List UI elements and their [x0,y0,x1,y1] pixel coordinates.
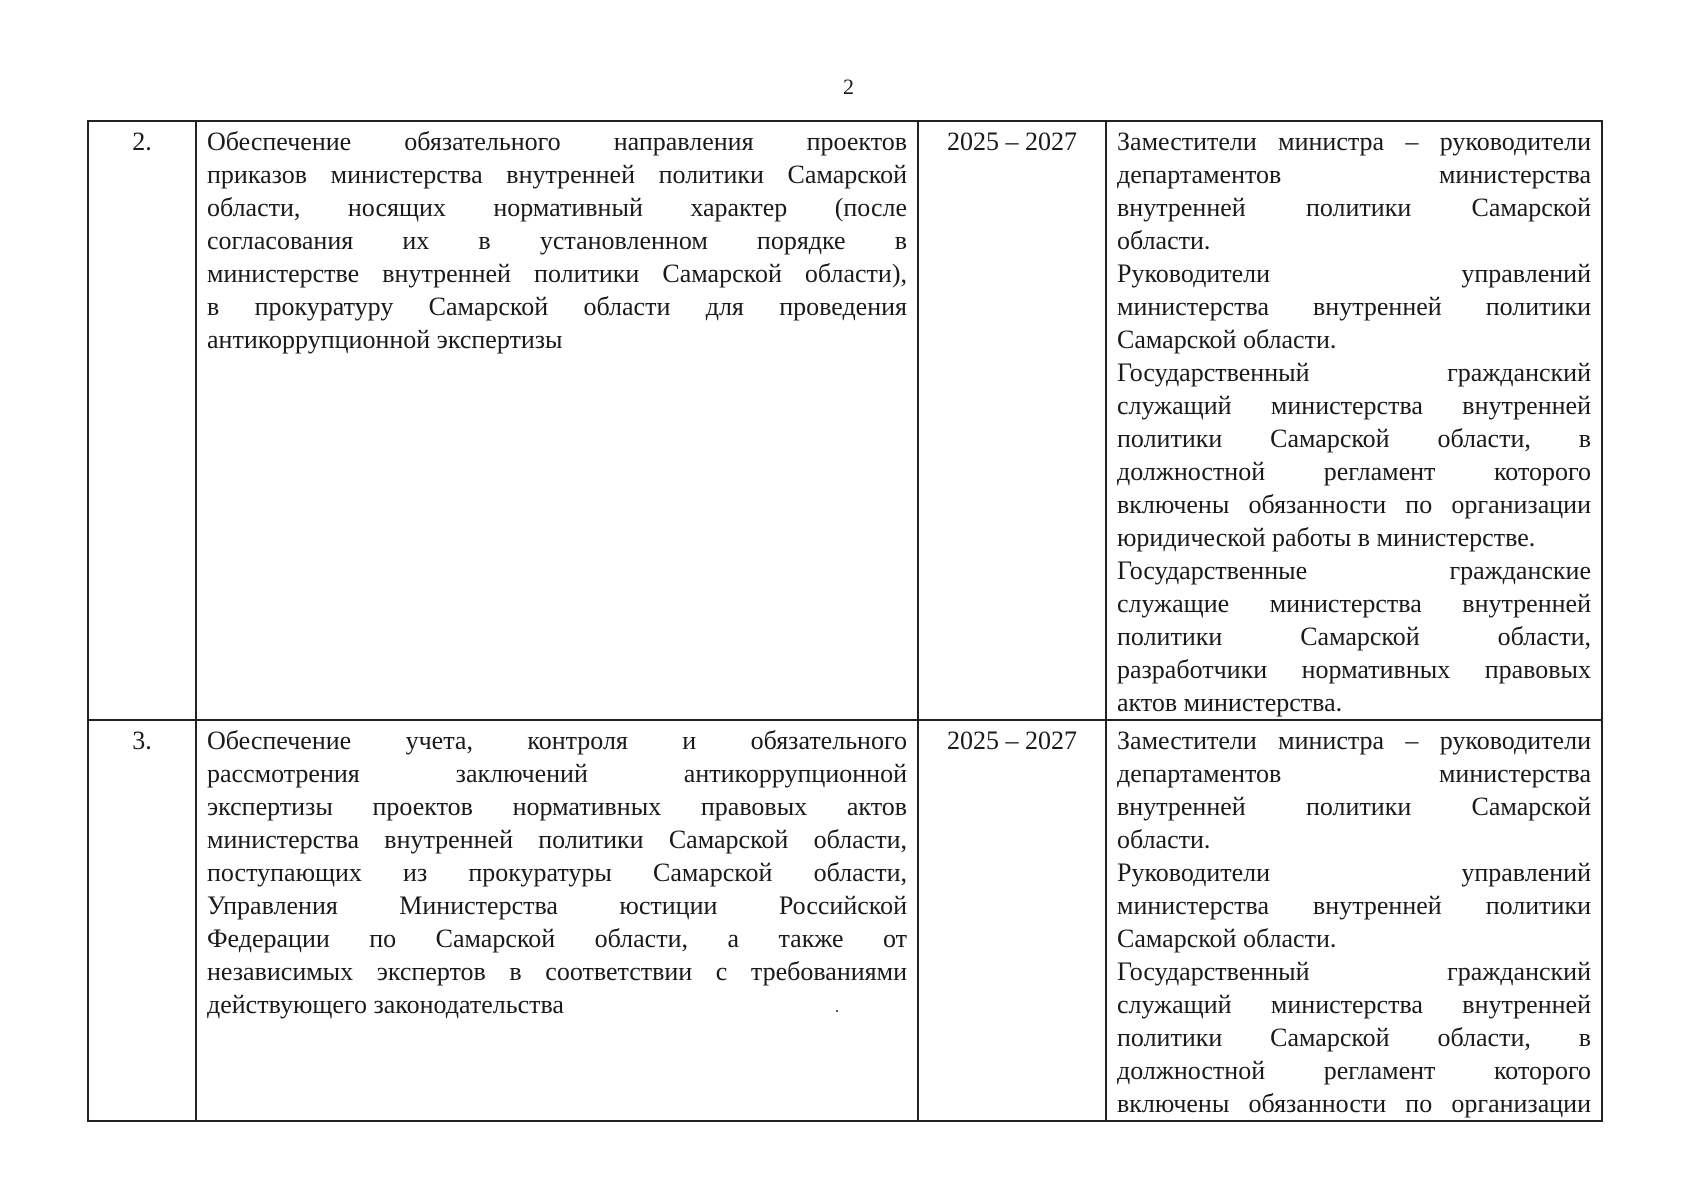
measure-description [196,121,918,720]
responsible-line: Заместители министра – руководители [1117,726,1591,755]
responsible-line: разработчики нормативных правовых [1117,655,1591,684]
responsible-line: внутренней политики Самарской [1117,193,1591,222]
description-line: поступающих из прокуратуры Самарской области, [207,858,907,887]
responsible-line: включены обязанности по организации [1117,490,1591,519]
description-line: независимых экспертов в соответствии с требованиями [207,957,907,986]
responsible-line: министерства внутренней политики [1117,891,1591,920]
responsible-persons [1106,121,1602,720]
responsible-line: должностной регламент которого [1117,457,1591,486]
responsible-line: департаментов министерства [1117,160,1591,189]
description-line: антикоррупционной экспертизы [207,325,563,354]
description-line: области, носящих нормативный характер (после [207,193,907,222]
responsible-line: министерства внутренней политики [1117,292,1591,321]
measures-table [87,120,1603,1122]
responsible-line: включены обязанности по организации [1117,1089,1591,1118]
responsible-line: области. [1117,825,1211,854]
responsible-line: актов министерства. [1117,688,1343,717]
description-line: Управления Министерства юстиции Российской [207,891,907,920]
description-line: Обеспечение учета, контроля и обязательного [207,726,907,755]
measure-description [196,720,918,1121]
responsible-line: Государственные гражданские [1117,556,1591,585]
responsible-line: Руководители управлений [1117,259,1591,288]
responsible-persons [1106,720,1602,1121]
table-row [88,720,1602,1121]
responsible-line: юридической работы в министерстве. [1117,523,1536,552]
responsible-line: области. [1117,226,1211,255]
description-line: приказов министерства внутренней политики Самарской [207,160,907,189]
responsible-line: департаментов министерства [1117,759,1591,788]
page-number: 2 [843,74,854,99]
description-line: министерстве внутренней политики Самарской области), [207,259,907,288]
description-line: Федерации по Самарской области, а также от [207,924,907,953]
scan-speck [836,1010,838,1012]
responsible-line: служащие министерства внутренней [1117,589,1591,618]
responsible-line: внутренней политики Самарской [1117,792,1591,821]
responsible-line: служащий министерства внутренней [1117,990,1591,1019]
description-line: министерства внутренней политики Самарской области, [207,825,907,854]
responsible-line: политики Самарской области, в [1117,1023,1591,1052]
period: 2025 – 2027 [918,720,1106,1121]
responsible-line: политики Самарской области, в [1117,424,1591,453]
responsible-line: должностной регламент которого [1117,1056,1591,1085]
description-line: действующего законодательства [207,990,564,1019]
description-line: экспертизы проектов нормативных правовых актов [207,792,907,821]
responsible-line: Государственный гражданский [1117,358,1591,387]
responsible-line: Заместители министра – руководители [1117,127,1591,156]
description-line: рассмотрения заключений антикоррупционной [207,759,907,788]
responsible-line: Государственный гражданский [1117,957,1591,986]
responsible-line: Самарской области. [1117,924,1337,953]
responsible-line: служащий министерства внутренней [1117,391,1591,420]
row-number: 2. [88,121,196,720]
responsible-line: Руководители управлений [1117,858,1591,887]
period: 2025 – 2027 [918,121,1106,720]
description-line: Обеспечение обязательного направления проектов [207,127,907,156]
responsible-line: политики Самарской области, [1117,622,1591,651]
table-row [88,121,1602,720]
responsible-line: Самарской области. [1117,325,1337,354]
row-number: 3. [88,720,196,1121]
description-line: согласования их в установленном порядке в [207,226,907,255]
description-line: в прокуратуру Самарской области для проведения [207,292,907,321]
